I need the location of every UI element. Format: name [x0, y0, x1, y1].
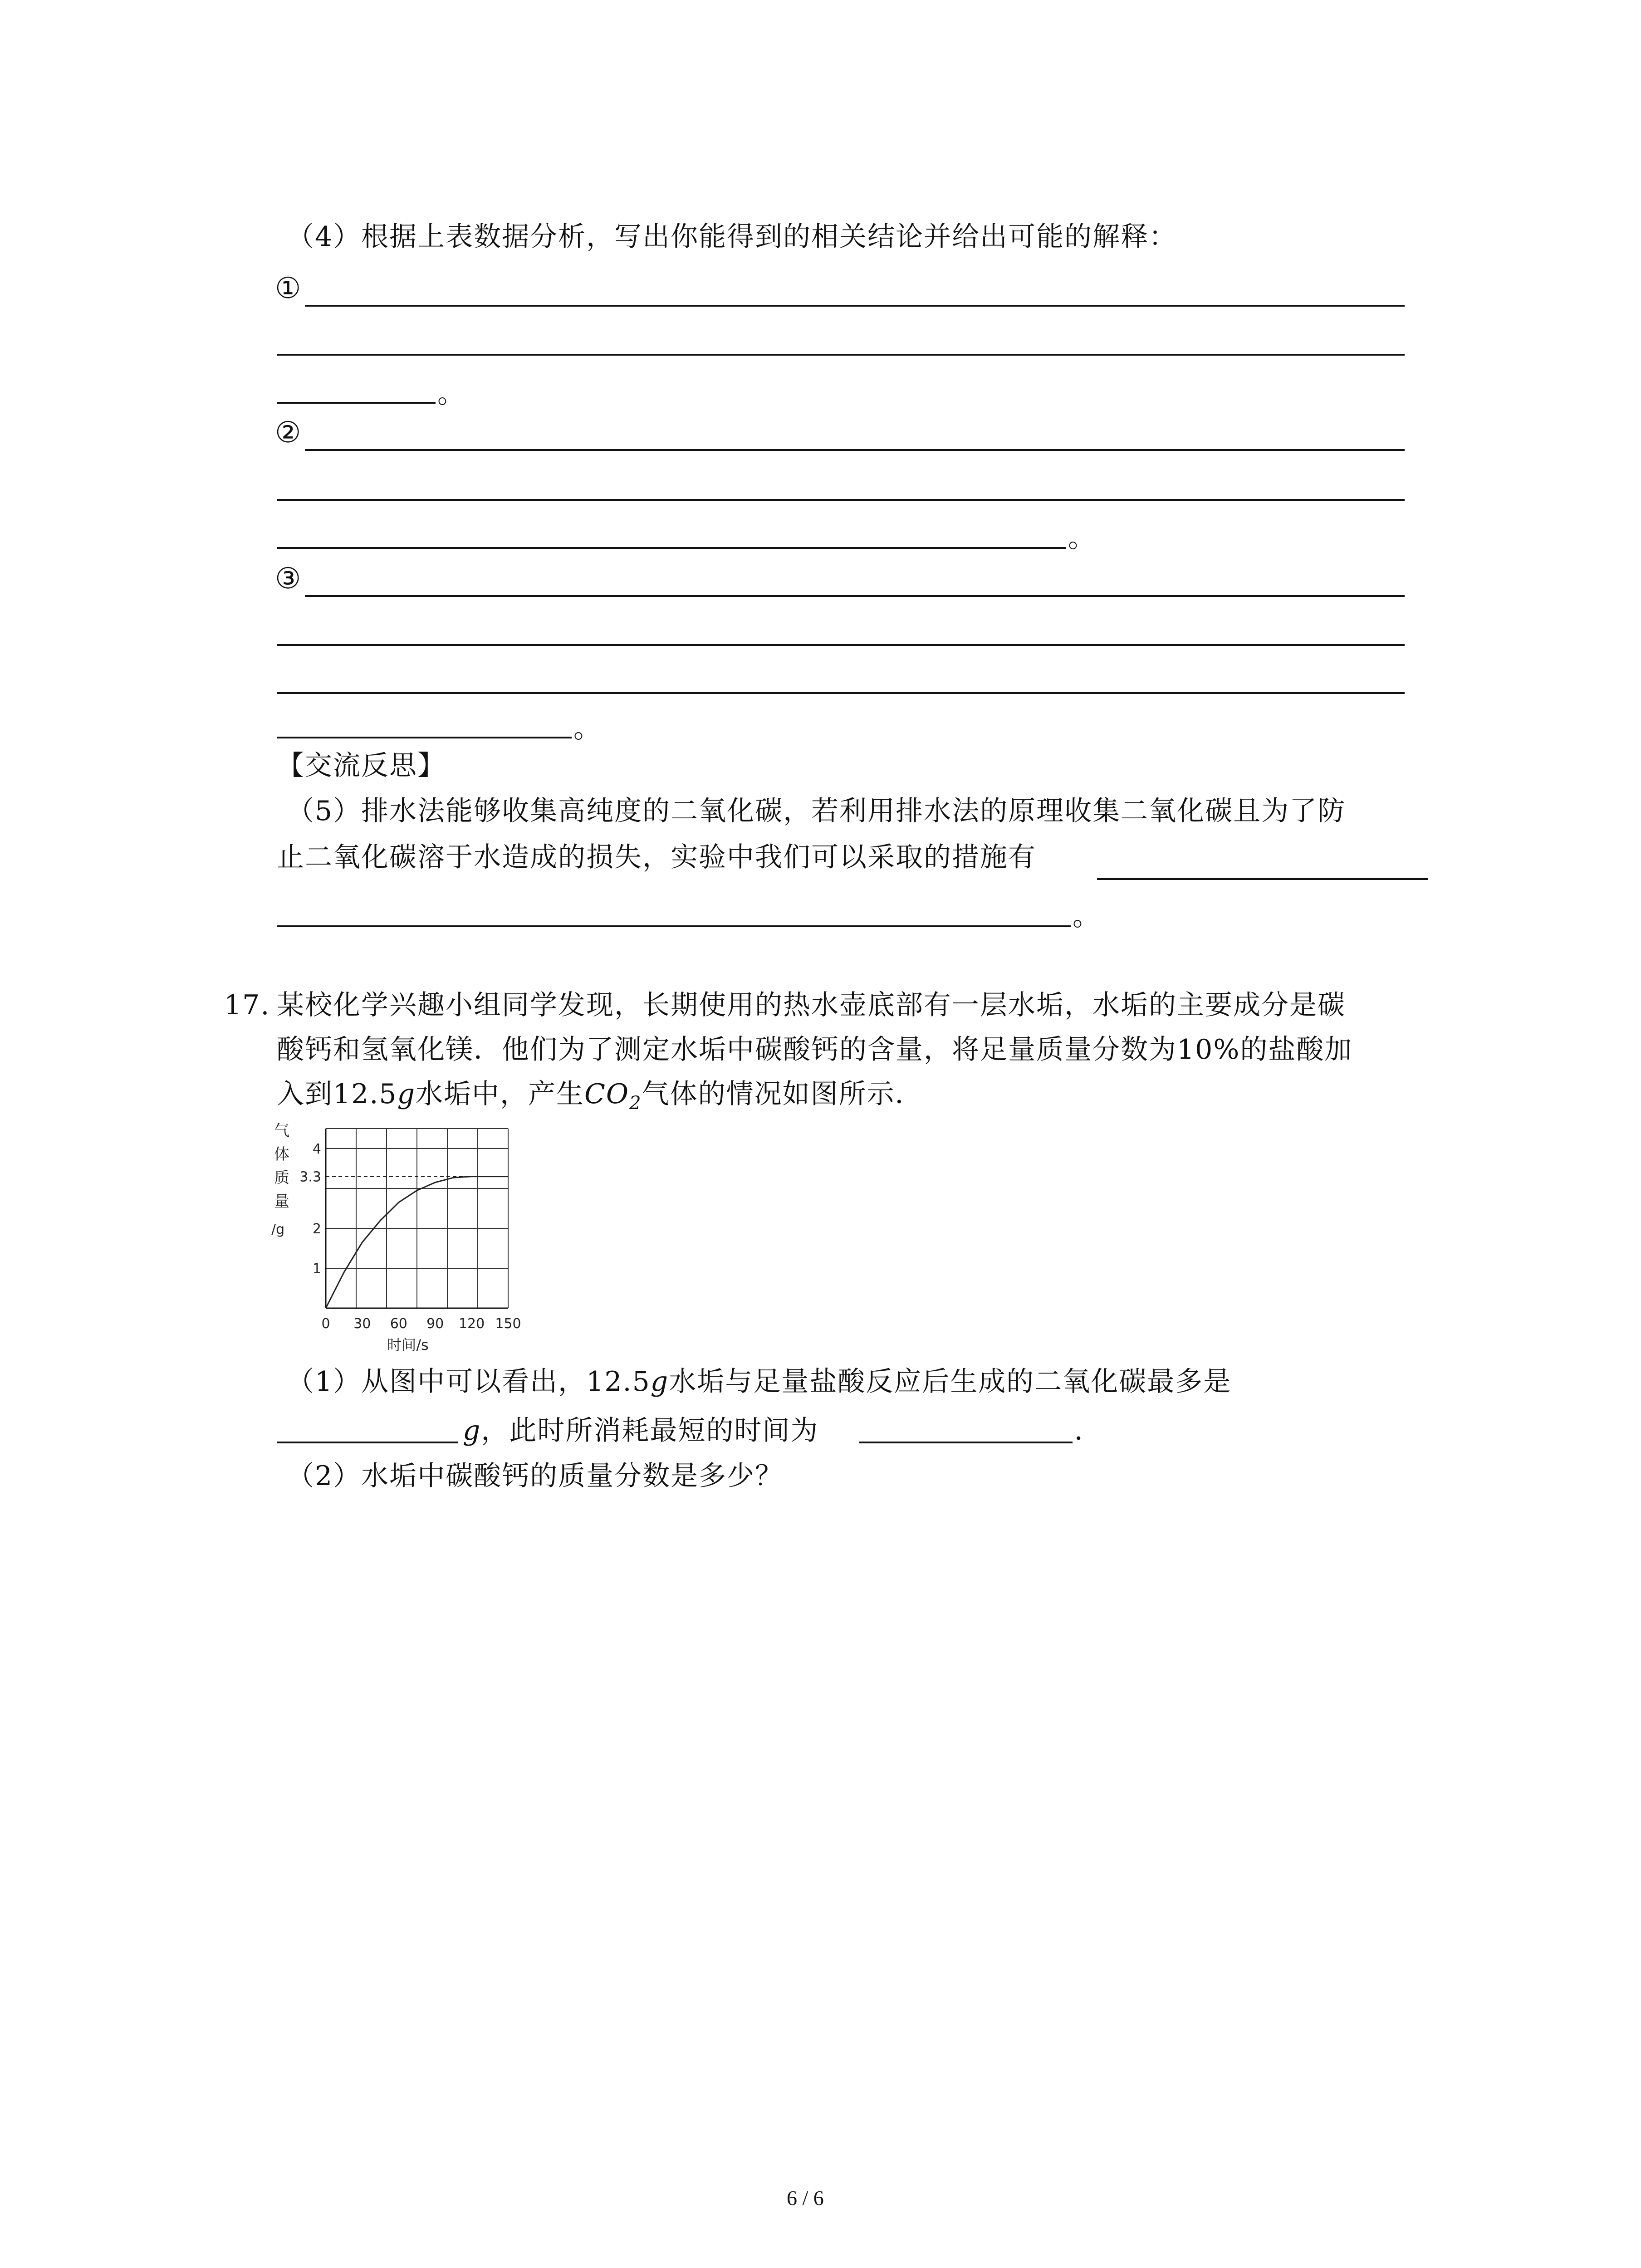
y-tick-label: 2 — [312, 1221, 321, 1237]
q17-sub1-line2 — [463, 1414, 818, 1447]
q17-line3-b: 水垢中，产生 — [416, 1078, 585, 1110]
q17-line3-g: g — [397, 1078, 416, 1110]
period-3: 。 — [573, 713, 602, 744]
x-tick-label: 0 — [321, 1316, 330, 1332]
y-axis-unit: /g — [271, 1222, 285, 1237]
y-axis-label-char: 质 — [274, 1169, 289, 1187]
period-2: 。 — [1068, 522, 1096, 554]
q17-sub1-a: （1）从图中可以看出，12.5 — [287, 1366, 651, 1398]
co2-chart-svg — [268, 1120, 522, 1361]
q16-part5-line1: （5）排水法能够收集高纯度的二氧化碳，若利用排水法的原理收集二氧化碳且为了防 — [287, 795, 1346, 827]
answer-line-1b[interactable] — [277, 354, 1405, 356]
answer-line-5a[interactable] — [1097, 878, 1428, 880]
answer-mark-1: ① — [275, 272, 301, 305]
answer-line-3d[interactable] — [277, 737, 572, 738]
q17-line3-co: CO — [584, 1078, 630, 1110]
answer-mark-2: ② — [275, 416, 301, 450]
page-number: 6 / 6 — [787, 2186, 824, 2209]
q17-number: 17. — [224, 989, 270, 1021]
q17-line1: 某校化学兴趣小组同学发现，长期使用的热水壶底部有一层水垢，水垢的主要成分是碳 — [277, 989, 1346, 1021]
answer-line-1c[interactable] — [277, 402, 436, 404]
x-axis-label: 时间/s — [387, 1336, 429, 1354]
answer-line-2a[interactable] — [305, 449, 1405, 451]
q17-line3-a: 入到12.5 — [277, 1078, 397, 1110]
y-tick-label: 3.3 — [299, 1169, 321, 1185]
reflection-heading: 【交流反思】 — [277, 750, 446, 782]
q17-sub2: （2）水垢中碳酸钙的质量分数是多少？ — [287, 1460, 784, 1492]
q16-part4-prompt: （4）根据上表数据分析，写出你能得到的相关结论并给出可能的解释： — [287, 221, 1177, 253]
q17-sub1-g: g — [650, 1366, 669, 1398]
x-tick-label: 120 — [458, 1316, 485, 1332]
period-1: 。 — [437, 378, 465, 410]
y-tick-label: 1 — [312, 1261, 321, 1277]
answer-line-3c[interactable] — [277, 692, 1405, 694]
answer-line-3a[interactable] — [305, 595, 1405, 597]
y-axis-label-char: 体 — [274, 1145, 289, 1163]
answer-mark-3: ③ — [275, 562, 301, 596]
answer-line-2b[interactable] — [277, 499, 1405, 501]
x-tick-label: 90 — [426, 1316, 444, 1332]
y-axis-label-char: 气 — [274, 1122, 289, 1140]
y-axis-label-char: 量 — [274, 1193, 289, 1211]
q17-line2: 酸钙和氢氧化镁．他们为了测定水垢中碳酸钙的含量，将足量质量分数为10%的盐酸加 — [277, 1034, 1353, 1066]
co2-chart — [268, 1120, 522, 1361]
q17-sub1-line2-g: g — [463, 1415, 481, 1447]
answer-line-3b[interactable] — [277, 644, 1405, 646]
q17-sub1-b: 水垢与足量盐酸反应后生成的二氧化碳最多是 — [669, 1366, 1232, 1398]
x-tick-label: 30 — [353, 1316, 371, 1332]
answer-line-5b[interactable] — [277, 925, 1071, 927]
q17-line3-sub: 2 — [629, 1093, 642, 1114]
x-tick-label: 150 — [495, 1316, 521, 1332]
q17-line3 — [277, 1078, 923, 1119]
answer-line-2c[interactable] — [277, 547, 1066, 549]
answer-line-1a[interactable] — [305, 305, 1405, 307]
x-tick-label: 60 — [390, 1316, 407, 1332]
answer-line-17-2[interactable] — [859, 1442, 1073, 1443]
q17-line3-c: 气体的情况如图所示． — [642, 1078, 923, 1110]
period-5: 。 — [1073, 900, 1101, 932]
q17-sub1-line2-b: ，此时所消耗最短的时间为 — [481, 1415, 819, 1447]
q17-sub1-line1 — [287, 1365, 1231, 1398]
q17-sub1-end: ． — [1074, 1415, 1102, 1447]
answer-line-17-1[interactable] — [277, 1442, 458, 1443]
q16-part5-line2: 止二氧化碳溶于水造成的损失，实验中我们可以采取的措施有 — [277, 841, 1036, 873]
y-tick-label: 4 — [312, 1141, 321, 1157]
